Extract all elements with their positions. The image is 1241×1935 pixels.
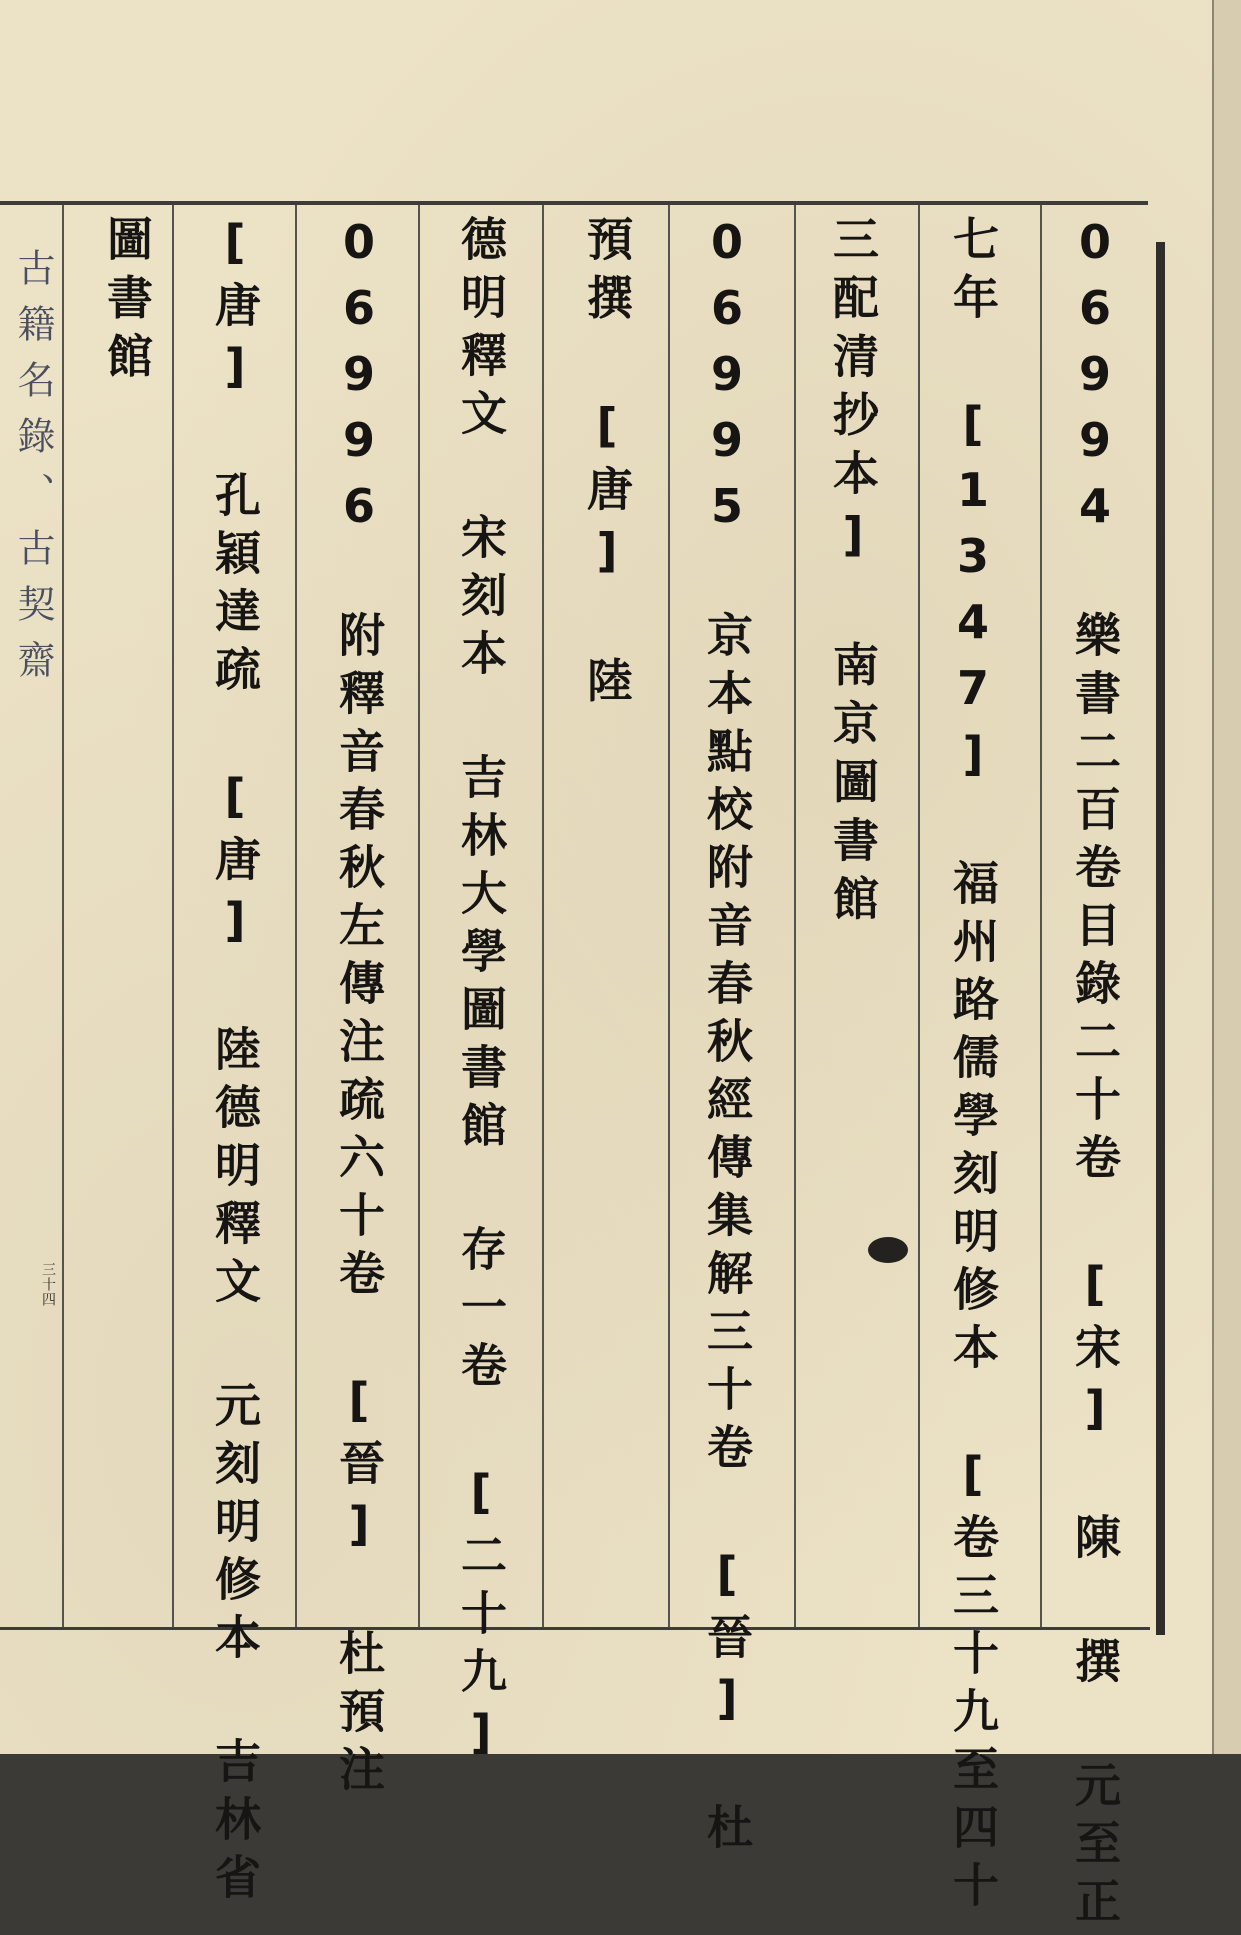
page-number: 三十四: [40, 1262, 56, 1307]
column-rule: [295, 205, 297, 1627]
text-column-8: [唐] 孔穎達疏 [唐] 陸德明釋文 元刻明修本 吉林省: [208, 215, 262, 1911]
text-column-2: 七年 [1347] 福州路儒學刻明修本 [卷三十九至四十: [946, 215, 1000, 1919]
column-rule: [418, 205, 420, 1627]
margin-title: 古籍名錄、古契齋: [11, 248, 55, 696]
binding-edge: [1212, 0, 1241, 1754]
column-rule: [62, 205, 64, 1627]
ink-blot: [868, 1237, 908, 1263]
column-rule: [542, 205, 544, 1627]
column-rule: [918, 205, 920, 1627]
text-column-7: 06996 附釋音春秋左傳注疏六十卷 [晉] 杜預注: [332, 215, 386, 1803]
text-column-6: 德明釋文 宋刻本 吉林大學圖書館 存一卷 [二十九]: [454, 215, 508, 1771]
column-rule: [794, 205, 796, 1627]
text-column-3: 三配清抄本] 南京圖書館: [826, 215, 880, 933]
text-column-1: 06994 樂書二百卷目錄二十卷 [宋] 陳 撰 元至正: [1068, 215, 1122, 1935]
text-column-9: 圖書館: [100, 215, 154, 391]
column-rule: [668, 205, 670, 1627]
text-column-4: 06995 京本點校附音春秋經傳集解三十卷 [晉] 杜: [700, 215, 754, 1861]
column-rule: [172, 205, 174, 1627]
text-column-5: 預撰 [唐] 陸: [580, 215, 634, 715]
column-rule: [1040, 205, 1042, 1627]
frame-right-border: [1156, 242, 1165, 1635]
